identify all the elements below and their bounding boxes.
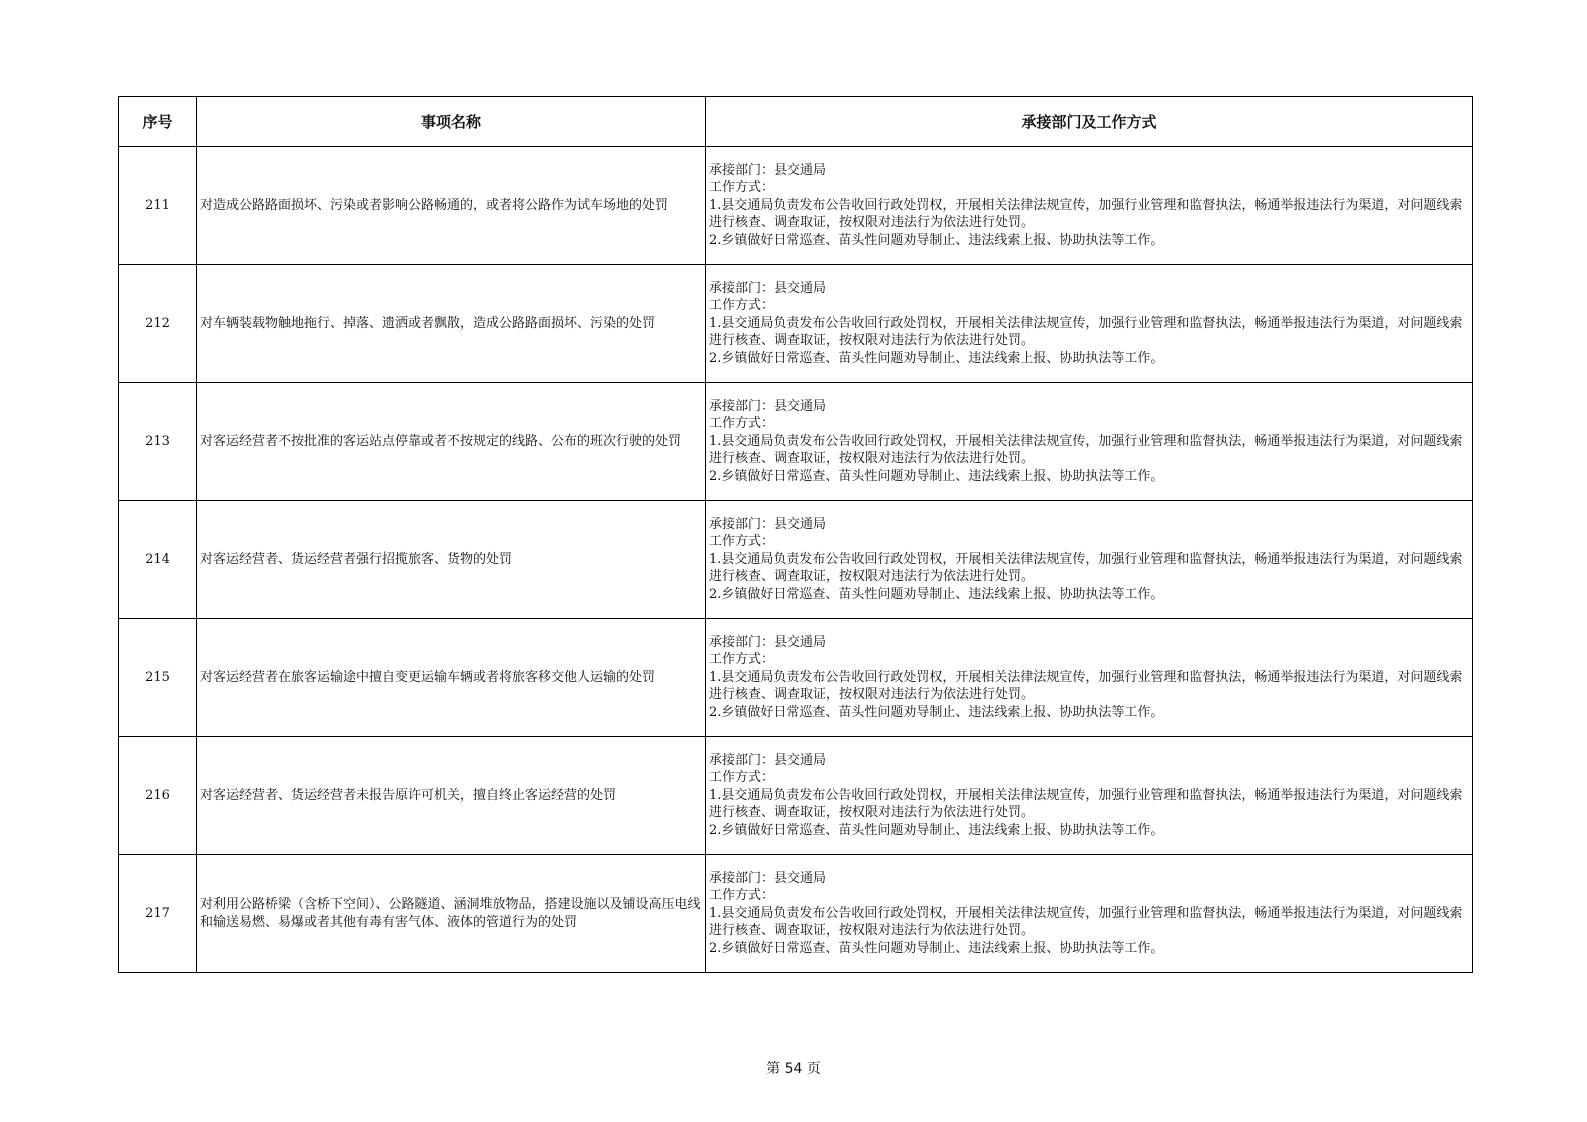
method-item-1: 1.县交通局负责发布公告收回行政处罚权，开展相关法律法规宣传，加强行业管理和监督执法，畅通举报违法行为渠道，对问题线索进行核查、调查取证，按权限对违法行为依法进行处罚。 [709, 551, 1463, 585]
method-label: 工作方式： [709, 888, 775, 904]
matters-table [118, 96, 1473, 973]
row-number: 212 [119, 265, 197, 383]
department-line: 承接部门：县交通局 [709, 870, 827, 886]
method-item-2: 2.乡镇做好日常巡查、苗头性问题劝导制止、违法线索上报、协助执法等工作。 [709, 940, 1164, 956]
method-label: 工作方式： [709, 180, 775, 196]
department-line: 承接部门：县交通局 [709, 280, 827, 296]
table-row [119, 737, 1473, 855]
matter-name: 对利用公路桥梁（含桥下空间）、公路隧道、涵洞堆放物品，搭建设施以及铺设高压电线和输送易燃、易爆或者其他有毒有害气体、液体的管道行为的处罚 [197, 855, 706, 973]
method-item-2: 2.乡镇做好日常巡查、苗头性问题劝导制止、违法线索上报、协助执法等工作。 [709, 468, 1164, 484]
matter-name: 对造成公路路面损坏、污染或者影响公路畅通的，或者将公路作为试车场地的处罚 [197, 147, 706, 265]
department-line: 承接部门：县交通局 [709, 752, 827, 768]
table-row [119, 501, 1473, 619]
method-label: 工作方式： [709, 416, 775, 432]
table-header [119, 97, 1473, 147]
method-item-2: 2.乡镇做好日常巡查、苗头性问题劝导制止、违法线索上报、协助执法等工作。 [709, 232, 1164, 248]
department-line: 承接部门：县交通局 [709, 516, 827, 532]
department-method [706, 737, 1473, 855]
method-label: 工作方式： [709, 298, 775, 314]
row-number: 214 [119, 501, 197, 619]
table-row [119, 619, 1473, 737]
matter-name: 对客运经营者不按批准的客运站点停靠或者不按规定的线路、公布的班次行驶的处罚 [197, 383, 706, 501]
matter-name: 对客运经营者、货运经营者未报告原许可机关，擅自终止客运经营的处罚 [197, 737, 706, 855]
method-item-1: 1.县交通局负责发布公告收回行政处罚权，开展相关法律法规宣传，加强行业管理和监督执法，畅通举报违法行为渠道，对问题线索进行核查、调查取证，按权限对违法行为依法进行处罚。 [709, 433, 1463, 467]
matter-name: 对车辆装载物触地拖行、掉落、遗洒或者飘散，造成公路路面损坏、污染的处罚 [197, 265, 706, 383]
method-item-1: 1.县交通局负责发布公告收回行政处罚权，开展相关法律法规宣传，加强行业管理和监督执法，畅通举报违法行为渠道，对问题线索进行核查、调查取证，按权限对违法行为依法进行处罚。 [709, 787, 1463, 821]
method-item-1: 1.县交通局负责发布公告收回行政处罚权，开展相关法律法规宣传，加强行业管理和监督执法，畅通举报违法行为渠道，对问题线索进行核查、调查取证，按权限对违法行为依法进行处罚。 [709, 197, 1463, 231]
table-row [119, 147, 1473, 265]
table-row [119, 265, 1473, 383]
method-item-1: 1.县交通局负责发布公告收回行政处罚权，开展相关法律法规宣传，加强行业管理和监督执法，畅通举报违法行为渠道，对问题线索进行核查、调查取证，按权限对违法行为依法进行处罚。 [709, 315, 1463, 349]
method-label: 工作方式： [709, 770, 775, 786]
row-number: 217 [119, 855, 197, 973]
matter-name: 对客运经营者在旅客运输途中擅自变更运输车辆或者将旅客移交他人运输的处罚 [197, 619, 706, 737]
department-line: 承接部门：县交通局 [709, 634, 827, 650]
row-number: 216 [119, 737, 197, 855]
department-method [706, 265, 1473, 383]
method-label: 工作方式： [709, 534, 775, 550]
matter-name: 对客运经营者、货运经营者强行招揽旅客、货物的处罚 [197, 501, 706, 619]
method-item-2: 2.乡镇做好日常巡查、苗头性问题劝导制止、违法线索上报、协助执法等工作。 [709, 822, 1164, 838]
header-department-method: 承接部门及工作方式 [706, 97, 1473, 147]
department-method [706, 501, 1473, 619]
method-item-2: 2.乡镇做好日常巡查、苗头性问题劝导制止、违法线索上报、协助执法等工作。 [709, 704, 1164, 720]
header-matter-name: 事项名称 [197, 97, 706, 147]
department-line: 承接部门：县交通局 [709, 398, 827, 414]
department-method [706, 619, 1473, 737]
table-row [119, 855, 1473, 973]
table-row [119, 383, 1473, 501]
method-item-2: 2.乡镇做好日常巡查、苗头性问题劝导制止、违法线索上报、协助执法等工作。 [709, 350, 1164, 366]
method-item-1: 1.县交通局负责发布公告收回行政处罚权，开展相关法律法规宣传，加强行业管理和监督执法，畅通举报违法行为渠道，对问题线索进行核查、调查取证，按权限对违法行为依法进行处罚。 [709, 905, 1463, 939]
header-serial-number: 序号 [119, 97, 197, 147]
row-number: 215 [119, 619, 197, 737]
row-number: 213 [119, 383, 197, 501]
table-body [119, 147, 1473, 973]
department-method [706, 383, 1473, 501]
department-method [706, 147, 1473, 265]
department-method [706, 855, 1473, 973]
method-label: 工作方式： [709, 652, 775, 668]
page-number: 第 54 页 [766, 1061, 821, 1077]
header-row [119, 97, 1473, 147]
department-line: 承接部门：县交通局 [709, 162, 827, 178]
method-item-1: 1.县交通局负责发布公告收回行政处罚权，开展相关法律法规宣传，加强行业管理和监督执法，畅通举报违法行为渠道，对问题线索进行核查、调查取证，按权限对违法行为依法进行处罚。 [709, 669, 1463, 703]
method-item-2: 2.乡镇做好日常巡查、苗头性问题劝导制止、违法线索上报、协助执法等工作。 [709, 586, 1164, 602]
row-number: 211 [119, 147, 197, 265]
